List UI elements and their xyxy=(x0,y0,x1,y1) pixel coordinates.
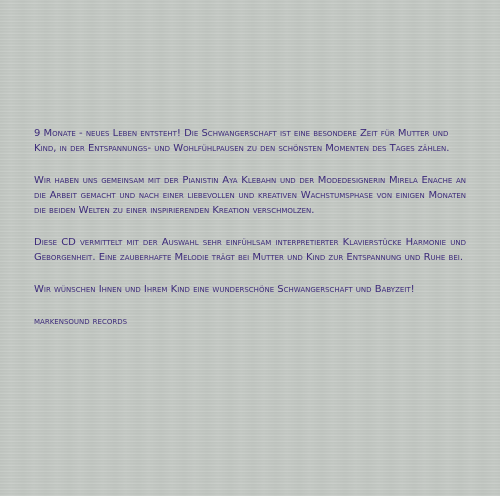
paragraph-wishes: Wir wünschen Ihnen und Ihrem Kind eine wunderschöne Schwangerschaft und Babyzeit! xyxy=(34,284,415,295)
paragraph-cd-description: Diese CD vermittelt mit der Auswahl sehr einfühlsam interpretierter Klavierstücke Harmonie und Geborgenheit. Eine zauberhafte Melodie trägt bei Mutter und Kind zur Entspannung und Ruhe bei. xyxy=(34,237,466,263)
paragraph-intro: 9 Monate - neues Leben entsteht! Die Schwangerschaft ist eine besondere Zeit für Mutter und Kind, in der Entspannungs- und Wohlfühlpausen zu den schönsten Momenten des Tages zählen. xyxy=(34,128,450,154)
liner-notes-text xyxy=(34,126,466,329)
record-label-name: markensound records xyxy=(34,316,128,327)
paragraph-collaboration: Wir haben uns gemeinsam mit der Pianistin Aya Klebahn und der Modedesignerin Mirela Enache an die Arbeit gemacht und nach einer liebevollen und kreativen Wachstumsphase von einigen Monaten die beiden Welten zu einer inspirierenden Kreation verschmolzen. xyxy=(34,175,466,216)
